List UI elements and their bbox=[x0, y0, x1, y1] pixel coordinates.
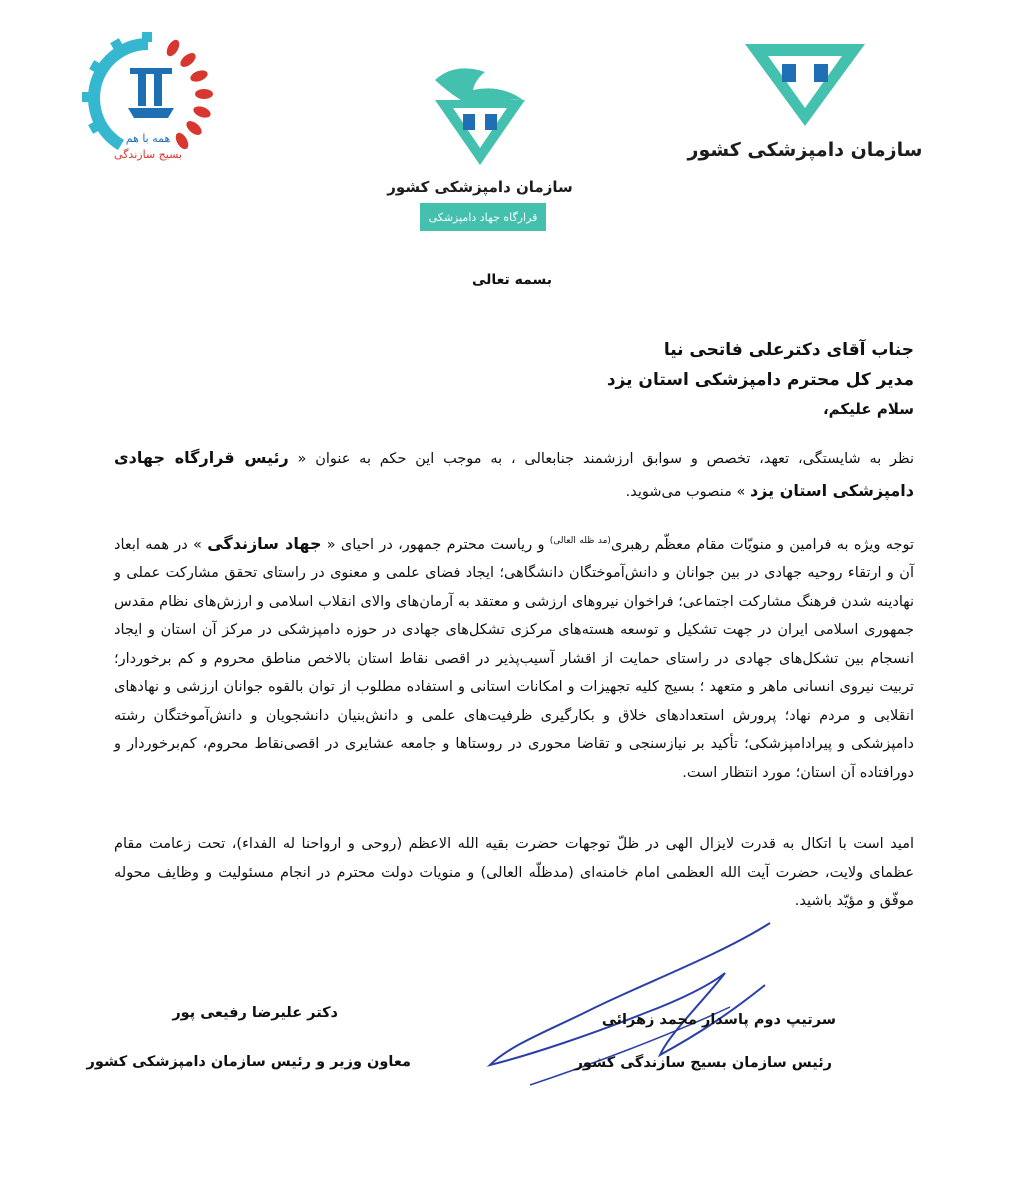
greeting: سلام علیکم، bbox=[822, 400, 914, 418]
expectations-text-c: » در همه ابعاد آن و ارتقاء روحیه جهادی در بین جوانان و دانش‌آموختگان دانشگاهی؛ ایجاد فضای علمی و معنوی در راستای تحقق مشارکت عملی و نهادینه شدن فرهنگ مشارکت اجتماعی؛ فراخوان نیروهای ارزشی و معتقد به آرمان‌های والای انقلاب اسلامی و ارزش‌های نظام مقدس جمهوری اسلامی ایران در جهت تشکیل و توسعه هسته‌های مرکزی تشکل‌های جهادی در حوزه دامپزشکی در مرکز آن استان و ایجاد انسجام بین تشکل‌های جهادی در راستای حمایت از اقشار آسیب‌پذیر در اقصی نقاط استان بالاخص مناطق محروم و کم برخوردار؛ تربیت نیروی انسانی ماهر و متعهد ؛ بسیج کلیه تجهیزات و امکانات استانی و استفاده مطلوب از توان بالقوه جوانان ارزشی و نهادهای انقلابی و مردم نهاد؛ پرورش استعدادهای خلاق و بکارگیری ظرفیت‌های علمی و دانش‌بنیان دانشجویان و دانش‌آموختگان رشته دامپزشکی و پیرادامپزشکی؛ تأکید بر نیازسنجی و تقاضا محوری در روستاها و جامعه عشایری در اقصی‌نقاط محروم، کم‌برخوردار و دورافتاده آن استان؛ مورد انتظار است. bbox=[114, 536, 914, 781]
veterinary-organization-logo bbox=[687, 38, 923, 168]
signatory-right-title: رئیس سازمان بسیج سازندگی کشور bbox=[574, 1055, 832, 1071]
expectations-superscript: (مد ظله العالی) bbox=[549, 536, 611, 546]
signatory-left-name: دکتر علیرضا رفیعی پور bbox=[172, 1005, 338, 1021]
expectations-bold: جهاد سازندگی bbox=[207, 533, 322, 553]
recipient-name: جناب آقای دکترعلی فاتحی نیا bbox=[663, 340, 914, 360]
basmala: بسمه تعالی bbox=[471, 272, 553, 288]
appointment-position: رئیس قرارگاه جهادی دامپزشکی استان یزد bbox=[114, 448, 914, 500]
basij-logo-caption: بسیج سازندگی bbox=[114, 148, 182, 161]
appointment-text-end: » منصوب می‌شوید. bbox=[625, 484, 750, 500]
basij-logo-slogan: همه با هم bbox=[125, 132, 171, 145]
expectations-paragraph bbox=[114, 527, 914, 787]
appointment-paragraph bbox=[114, 442, 914, 508]
signatory-left-title: معاون وزیر و رئیس سازمان دامپزشکی کشور bbox=[86, 1054, 411, 1070]
expectations-text-b: و ریاست محترم جمهور، در احیای « bbox=[321, 536, 550, 553]
expectations-text-a: توجه ویژه به فرامین و منویّات مقام معظّم رهبری bbox=[610, 536, 915, 553]
right-logo-wordmark: سازمان دامپزشکی کشور bbox=[687, 139, 923, 161]
appointment-text-start: نظر به شایستگی، تعهد، تخصص و سوابق ارزشمند جنابعالی ، به موجب این حکم به عنوان « bbox=[288, 451, 914, 467]
basij-sazandegi-logo bbox=[78, 28, 218, 168]
closing-paragraph: امید است با اتکال به قدرت لایزال الهی در ظلّ توجهات حضرت بقیه الله الاعظم (روحی و ارواحنا له الفداء)، تحت زعامت مقام عظمای ولایت، حضرت آیت الله العظمی امام خامنه‌ای (مدظلّه العالی) و منویات دولت محترم در انجام مسئولیت و وظایف محوله موفّق و مؤیّد باشید. bbox=[114, 836, 914, 909]
signatory-right-name: سرتیپ دوم پاسدار محمد زهرائی bbox=[601, 1012, 836, 1028]
center-logo-wordmark: سازمان دامپزشکی کشور bbox=[387, 178, 573, 196]
recipient-title: مدیر کل محترم دامپزشکی استان یزد bbox=[606, 370, 914, 390]
center-logo-band: قرارگاه جهاد دامپزشکی bbox=[420, 203, 546, 231]
